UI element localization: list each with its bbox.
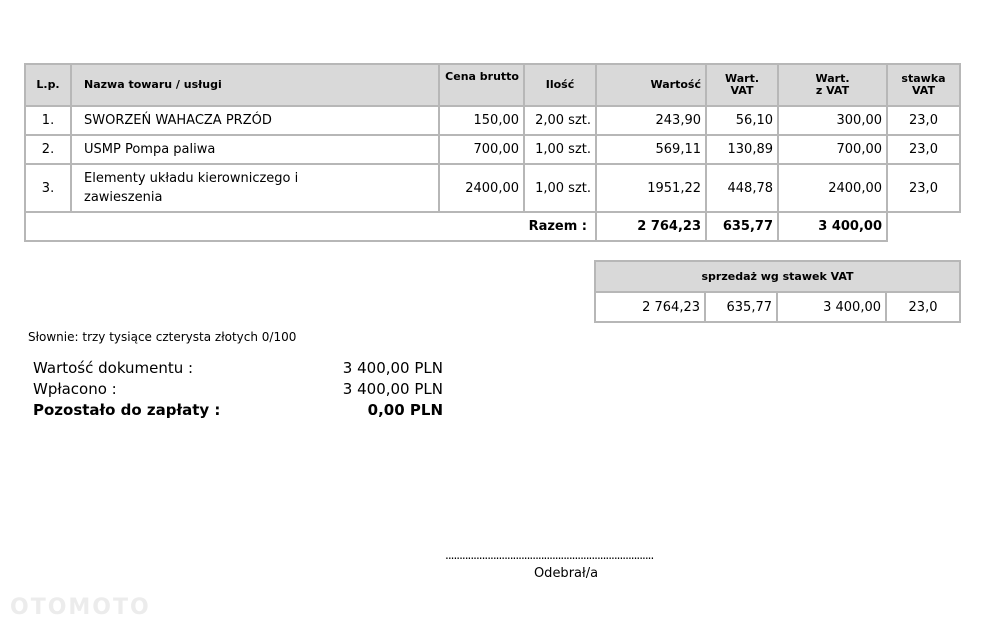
- summary-row-paid: [33, 379, 443, 400]
- vat-summary-header-row: [595, 261, 960, 292]
- header-price: Cena brutto: [439, 64, 524, 106]
- vat-summary-rate: 23,0: [886, 292, 960, 322]
- vat-summary-value: 2 764,23: [595, 292, 705, 322]
- table-row: [25, 135, 960, 164]
- header-gross-line1: Wart.: [815, 72, 850, 85]
- remaining-label: Pozostało do zapłaty :: [33, 401, 221, 419]
- cell-name: [71, 164, 439, 212]
- signature-line: ..........................................................................: [445, 548, 654, 562]
- cell-gross: 2400,00: [778, 164, 887, 212]
- amount-in-words: Słownie: trzy tysiące czterysta złotych 0/100: [28, 330, 297, 344]
- cell-vat: 448,78: [706, 164, 778, 212]
- cell-qty: 1,00 szt.: [524, 164, 596, 212]
- cell-price: 150,00: [439, 106, 524, 135]
- cell-value: 1951,22: [596, 164, 706, 212]
- header-vat-line1: Wart.: [724, 72, 760, 85]
- cell-name: SWORZEŃ WAHACZA PRZÓD: [71, 106, 439, 135]
- cell-name-line2: zawieszenia: [84, 190, 163, 205]
- header-rate-line1: stawka: [901, 72, 946, 85]
- totals-blank: [887, 212, 960, 241]
- totals-gross: 3 400,00: [778, 212, 887, 241]
- header-gross: [778, 64, 887, 106]
- cell-rate: 23,0: [887, 164, 960, 212]
- cell-price: 2400,00: [439, 164, 524, 212]
- header-gross-line2: z VAT: [815, 84, 850, 97]
- cell-lp: 2.: [25, 135, 71, 164]
- header-rate-line2: VAT: [912, 84, 935, 97]
- header-rate: [887, 64, 960, 106]
- cell-value: 569,11: [596, 135, 706, 164]
- cell-qty: 1,00 szt.: [524, 135, 596, 164]
- vat-summary-title: sprzedaż wg stawek VAT: [595, 261, 960, 292]
- header-vat: [706, 64, 778, 106]
- cell-rate: 23,0: [887, 106, 960, 135]
- summary-row-remaining: [33, 400, 443, 421]
- cell-qty: 2,00 szt.: [524, 106, 596, 135]
- totals-row: [25, 212, 960, 241]
- header-vat-line2: VAT: [730, 84, 754, 97]
- table-row: [25, 164, 960, 212]
- items-table: [24, 63, 961, 242]
- signature-label: Odebrał/a: [533, 566, 599, 581]
- cell-vat: 130,89: [706, 135, 778, 164]
- header-value: Wartość: [596, 64, 706, 106]
- watermark-logo: OTOMOTO: [10, 595, 151, 620]
- paid-value: 3 400,00 PLN: [342, 380, 443, 398]
- cell-rate: 23,0: [887, 135, 960, 164]
- cell-price: 700,00: [439, 135, 524, 164]
- header-name: Nazwa towaru / usługi: [71, 64, 439, 106]
- vat-summary-row: [595, 292, 960, 322]
- cell-value: 243,90: [596, 106, 706, 135]
- header-lp: L.p.: [25, 64, 71, 106]
- doc-value-label: Wartość dokumentu :: [33, 359, 194, 377]
- cell-lp: 3.: [25, 164, 71, 212]
- cell-gross: 700,00: [778, 135, 887, 164]
- cell-name: USMP Pompa paliwa: [71, 135, 439, 164]
- header-qty: Ilość: [524, 64, 596, 106]
- cell-name-line1: Elementy układu kierowniczego i: [84, 171, 299, 186]
- summary-row-doc-value: [33, 358, 443, 379]
- cell-vat: 56,10: [706, 106, 778, 135]
- cell-gross: 300,00: [778, 106, 887, 135]
- totals-vat: 635,77: [706, 212, 778, 241]
- totals-label: Razem :: [25, 212, 596, 241]
- doc-value: 3 400,00 PLN: [342, 359, 443, 377]
- totals-value: 2 764,23: [596, 212, 706, 241]
- vat-summary-gross: 3 400,00: [777, 292, 886, 322]
- table-header-row: [25, 64, 960, 106]
- remaining-value: 0,00 PLN: [367, 401, 443, 419]
- payment-summary: [33, 358, 443, 421]
- vat-summary-table: [594, 260, 961, 323]
- table-row: [25, 106, 960, 135]
- vat-summary-vat: 635,77: [705, 292, 777, 322]
- cell-lp: 1.: [25, 106, 71, 135]
- paid-label: Wpłacono :: [33, 380, 117, 398]
